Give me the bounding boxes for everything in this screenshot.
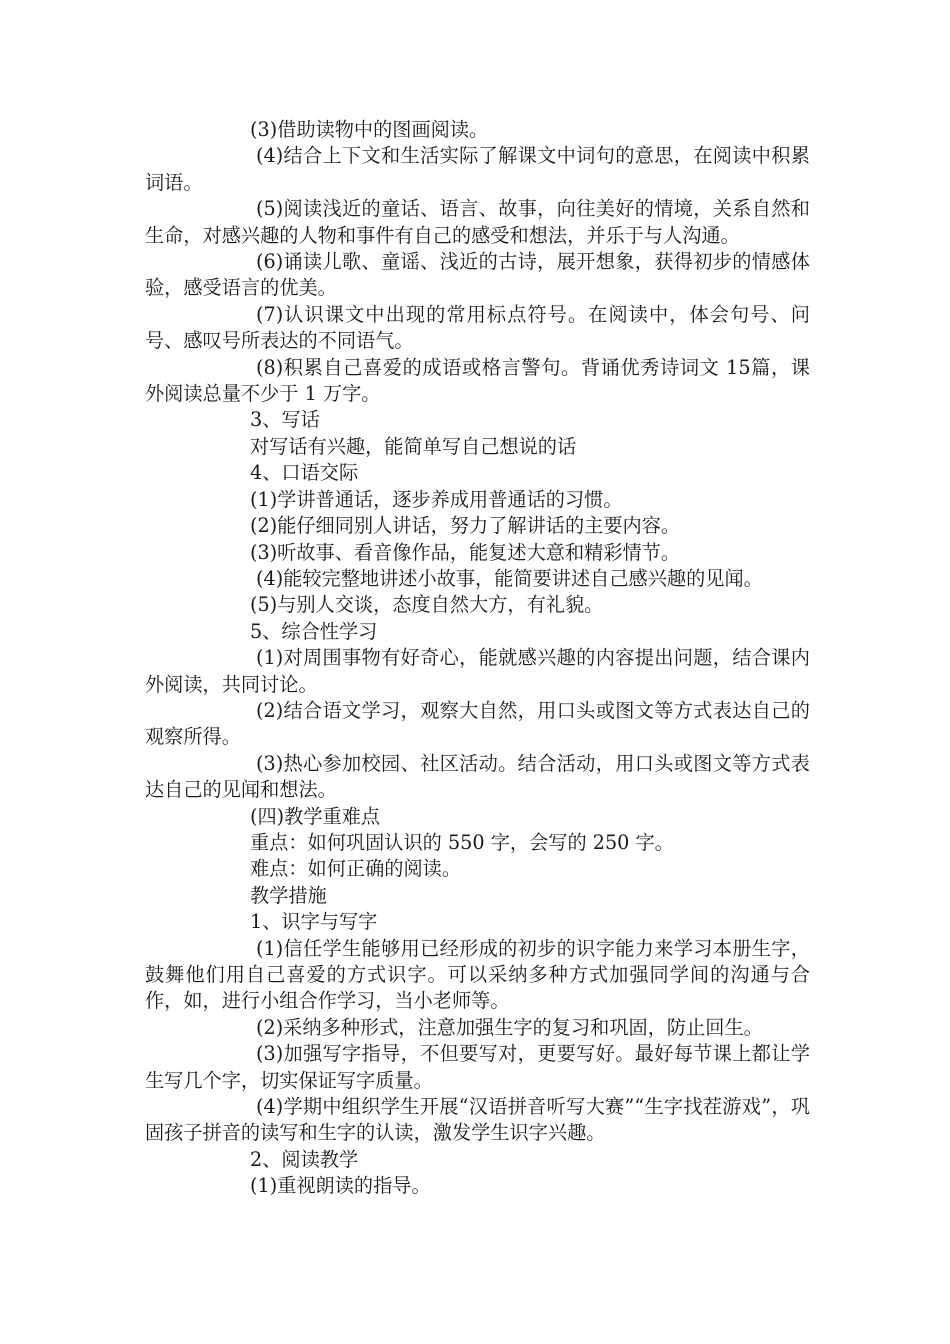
section-heading-reading-teaching: 2、阅读教学 xyxy=(250,1147,359,1171)
section-heading-literacy: 1、识字与写字 xyxy=(250,910,378,934)
section-heading-writing: 3、写话 xyxy=(250,408,320,432)
paragraph-reading-teaching-1: (1)重视朗读的指导。 xyxy=(250,1174,431,1198)
section-heading-comprehensive: 5、综合性学习 xyxy=(250,619,378,643)
paragraph-oral-4: (4)能较完整地讲述小故事，能简要讲述自己感兴趣的见闻。 xyxy=(256,566,763,590)
paragraph-oral-2: (2)能仔细同别人讲话，努力了解讲话的主要内容。 xyxy=(250,514,681,538)
paragraph-reading-3: (3)借助读物中的图画阅读。 xyxy=(250,118,489,141)
paragraph-literacy-4: (4)学期中组织学生开展“汉语拼音听写大赛”“生字找茬游戏”，巩固孩子拼音的读写和生字的认读，激发学生识字兴趣。 xyxy=(145,1095,810,1145)
paragraph-writing: 对写话有兴趣，能简单写自己想说的话 xyxy=(250,434,577,458)
document-body xyxy=(145,117,810,1200)
section-heading-measures: 教学措施 xyxy=(250,883,327,907)
paragraph-reading-8: (8)积累自己喜爱的成语或格言警句。背诵优秀诗词文 15篇，课外阅读总量不少于 1 万字。 xyxy=(145,355,810,406)
paragraph-reading-5: (5)阅读浅近的童话、语言、故事，向往美好的情境，关系自然和生命，对感兴趣的人物和事件有自己的感受和想法，并乐于与人沟通。 xyxy=(145,197,810,247)
paragraph-literacy-2: (2)采纳多种形式，注意加强生字的复习和巩固，防止回生。 xyxy=(256,1015,763,1039)
paragraph-oral-3: (3)听故事、看音像作品，能复述大意和精彩情节。 xyxy=(250,540,681,564)
section-heading-oral: 4、口语交际 xyxy=(250,461,359,485)
paragraph-reading-4: (4)结合上下文和生活实际了解课文中词句的意思，在阅读中积累词语。 xyxy=(145,144,810,194)
paragraph-oral-5: (5)与别人交谈，态度自然大方，有礼貌。 xyxy=(250,593,604,617)
paragraph-reading-7: (7)认识课文中出现的常用标点符号。在阅读中，体会句号、问号、感叹号所表达的不同语气。 xyxy=(145,302,810,353)
paragraph-comprehensive-3: (3)热心参加校园、社区活动。结合活动，用口头或图文等方式表达自己的见闻和想法。 xyxy=(145,751,810,802)
paragraph-difficulty: 难点：如何正确的阅读。 xyxy=(250,857,462,881)
paragraph-oral-1: (1)学讲普通话，逐步养成用普通话的习惯。 xyxy=(250,487,623,511)
section-heading-key-points: (四)教学重难点 xyxy=(250,804,381,828)
paragraph-literacy-3: (3)加强写字指导，不但要写对，更要写好。最好每节课上都让学生写几个字，切实保证写字质量。 xyxy=(145,1042,810,1092)
paragraph-reading-6: (6)诵读儿歌、童谣、浅近的古诗，展开想象，获得初步的情感体验，感受语言的优美。 xyxy=(145,250,810,300)
paragraph-literacy-1: (1)信任学生能够用已经形成的初步的识字能力来学习本册生字，鼓舞他们用自己喜爱的方式识字。可以采纳多种方式加强同学间的沟通与合作，如，进行小组合作学习，当小老师等。 xyxy=(145,936,810,1013)
paragraph-key-point: 重点：如何巩固认识的 550 字，会写的 250 字。 xyxy=(250,830,674,854)
paragraph-comprehensive-2: (2)结合语文学习，观察大自然，用口头或图文等方式表达自己的观察所得。 xyxy=(145,698,810,749)
paragraph-comprehensive-1: (1)对周围事物有好奇心，能就感兴趣的内容提出问题，结合课内外阅读，共同讨论。 xyxy=(145,646,810,696)
